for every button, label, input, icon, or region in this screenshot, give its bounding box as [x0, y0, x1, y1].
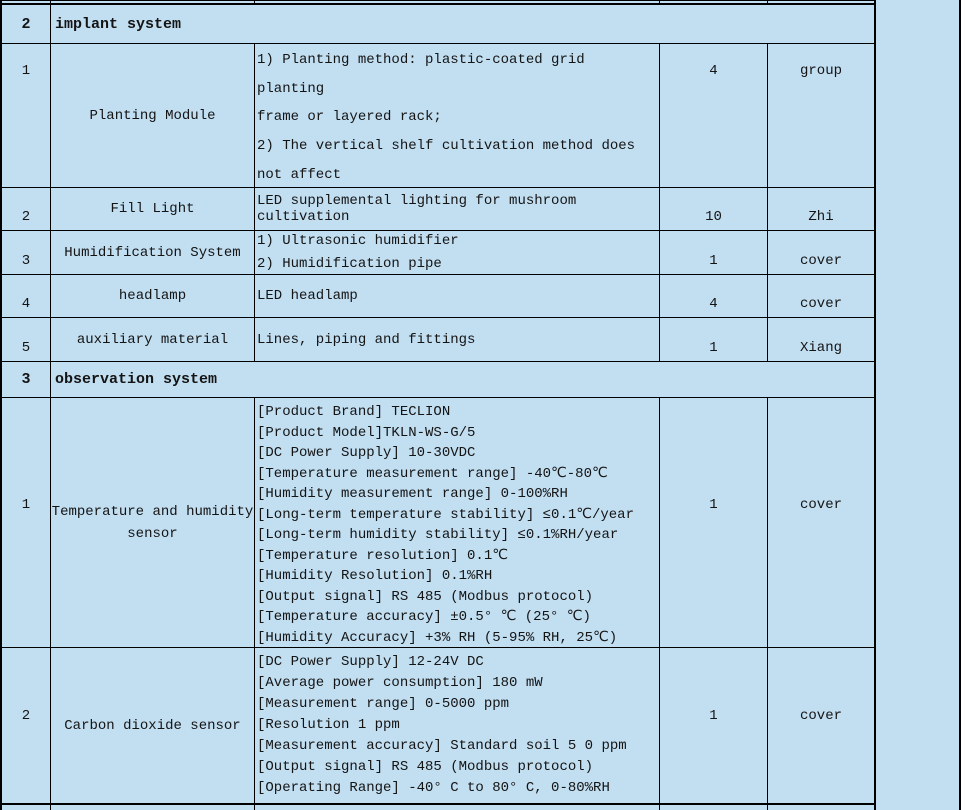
table-row	[2, 398, 874, 648]
cell-no[interactable]	[2, 44, 51, 187]
row-number: 2	[21, 209, 31, 225]
cell-desc[interactable]	[255, 231, 660, 274]
cell-no[interactable]	[2, 275, 51, 317]
row-number: 2	[21, 707, 31, 724]
cell-unit[interactable]	[768, 44, 874, 187]
cell-desc[interactable]	[255, 275, 660, 317]
cell-desc[interactable]	[255, 398, 660, 647]
table-row	[2, 231, 874, 275]
quantity: 1	[709, 252, 718, 269]
cell-qty[interactable]	[660, 318, 768, 361]
table-row-cutoff-bottom	[2, 805, 874, 810]
table-row	[2, 648, 874, 805]
section-number: 2	[21, 15, 31, 33]
cell-unit[interactable]	[768, 648, 874, 803]
row-number: 4	[21, 296, 31, 312]
item-name: auxiliary material	[76, 331, 229, 348]
section-title-cell[interactable]	[51, 5, 874, 43]
cell-unit[interactable]	[768, 188, 874, 230]
quantity: 4	[709, 296, 718, 312]
item-name: Planting Module	[89, 107, 216, 124]
cell-name[interactable]	[51, 275, 255, 317]
quantity: 4	[709, 63, 718, 79]
item-name: headlamp	[118, 288, 187, 304]
cell-name[interactable]	[51, 398, 255, 647]
cell-name[interactable]	[51, 648, 255, 803]
quantity: 1	[709, 496, 718, 513]
cell-name[interactable]	[51, 231, 255, 274]
desc-line: [Humidity Accuracy] +3% RH (5-95% RH, 25℃)	[257, 629, 618, 646]
cell-name[interactable]	[51, 318, 255, 361]
cell-name[interactable]	[51, 44, 255, 187]
desc-line: 2) The vertical shelf cultivation method does not affect	[257, 138, 636, 183]
cell-unit[interactable]	[768, 275, 874, 317]
quantity: 10	[705, 209, 722, 225]
section-number-cell[interactable]	[2, 362, 51, 397]
unit: Xiang	[799, 339, 842, 356]
section-number-cell[interactable]	[2, 5, 51, 43]
section-title: implant system	[55, 15, 182, 33]
item-name: Carbon dioxide sensor	[64, 717, 241, 734]
table-row	[2, 44, 874, 188]
unit: Zhi	[808, 209, 834, 225]
desc-line: [Product Brand] TECLION	[257, 404, 451, 420]
row-number: 3	[21, 252, 31, 269]
unit: cover	[799, 252, 842, 269]
quantity: 1	[709, 339, 718, 356]
cell-qty[interactable]	[660, 44, 768, 187]
cell-name[interactable]	[51, 805, 255, 810]
desc-line: LED supplemental lighting for mushroom cultivation	[257, 193, 577, 225]
cell-desc[interactable]	[255, 318, 660, 361]
section-row-implant-system	[2, 5, 874, 44]
cell-desc[interactable]	[255, 1, 660, 3]
item-name: Humidification System	[64, 244, 241, 261]
quantity: 1	[709, 707, 718, 724]
cell-unit[interactable]	[768, 318, 874, 361]
item-name: Temperature and humidity	[51, 503, 254, 520]
cell-no[interactable]	[2, 318, 51, 361]
desc-line: 1) Planting method: plastic-coated grid planting	[257, 52, 585, 97]
section-number: 3	[21, 371, 31, 388]
row-number: 5	[21, 339, 31, 356]
desc-line: [Measurement range] 0-5000 ppm	[257, 696, 510, 712]
cell-name[interactable]	[51, 188, 255, 230]
unit: group	[799, 63, 842, 79]
desc-line: [Measurement accuracy] Standard soil 5 0 ppm	[257, 738, 627, 754]
cell-name[interactable]	[51, 1, 255, 3]
desc-line: [Long-term humidity stability] ≤0.1%RH/year	[257, 527, 619, 543]
table-row	[2, 318, 874, 362]
section-row-observation-system	[2, 362, 874, 398]
cell-qty[interactable]	[660, 805, 768, 810]
cell-qty[interactable]	[660, 398, 768, 647]
desc-line: [Humidity measurement range] 0-100%RH	[257, 486, 568, 502]
cell-no[interactable]	[2, 188, 51, 230]
table-row	[2, 275, 874, 318]
cell-qty[interactable]	[660, 275, 768, 317]
cell-unit[interactable]	[768, 398, 874, 647]
cell-qty[interactable]	[660, 1, 768, 3]
desc-line: [Humidity Resolution] 0.1%RH	[257, 568, 493, 584]
item-name: sensor	[127, 525, 178, 542]
desc-line: [Resolution 1 ppm	[257, 717, 400, 733]
desc-line: [Output signal] RS 485 (Modbus protocol)	[257, 759, 594, 775]
desc-line: [Operating Range] -40° C to 80° C, 0-80%RH	[257, 780, 610, 796]
unit: cover	[799, 707, 842, 724]
cell-unit[interactable]	[768, 231, 874, 274]
cell-desc[interactable]	[255, 188, 660, 230]
desc-line: 1) Ultrasonic humidifier	[257, 232, 459, 249]
desc-line: [Long-term temperature stability] ≤0.1℃/year	[257, 506, 634, 523]
cell-no[interactable]	[2, 805, 51, 810]
unit: cover	[799, 296, 842, 312]
cell-unit[interactable]	[768, 1, 874, 3]
desc-line: [DC Power Supply] 10-30VDC	[257, 445, 476, 461]
desc-line: 2) Humidification pipe	[257, 255, 442, 272]
desc-line: [Product Model]TKLN-WS-G/5	[257, 424, 476, 441]
cell-qty[interactable]	[660, 231, 768, 274]
cell-qty[interactable]	[660, 648, 768, 803]
cell-no[interactable]	[2, 398, 51, 647]
cell-no[interactable]	[2, 648, 51, 803]
cell-no[interactable]	[2, 231, 51, 274]
cell-desc[interactable]	[255, 44, 660, 187]
unit: cover	[799, 496, 842, 513]
desc-line: Lines, piping and fittings	[257, 331, 476, 348]
desc-line: [Average power consumption] 180 mW	[257, 675, 543, 691]
cell-no[interactable]	[2, 1, 51, 3]
row-number: 1	[21, 496, 31, 513]
cell-desc[interactable]	[255, 648, 660, 803]
desc-line: LED headlamp	[257, 288, 358, 304]
cell-desc[interactable]	[255, 805, 660, 810]
desc-line: [Output signal] RS 485 (Modbus protocol)	[257, 588, 594, 605]
desc-line: [Temperature accuracy] ±0.5° ℃ (25° ℃)	[257, 609, 591, 625]
item-name: Fill Light	[110, 201, 195, 217]
desc-line: frame or layered rack;	[257, 109, 442, 126]
desc-line: [DC Power Supply] 12-24V DC	[257, 654, 484, 670]
section-title-cell[interactable]	[51, 362, 874, 397]
desc-line: [Temperature resolution] 0.1℃	[257, 547, 508, 564]
cell-qty[interactable]	[660, 188, 768, 230]
table-row	[2, 188, 874, 231]
desc-line: [Temperature measurement range] -40℃-80℃	[257, 465, 608, 482]
row-number: 1	[21, 63, 31, 79]
cell-unit[interactable]	[768, 805, 874, 810]
section-title: observation system	[55, 371, 218, 388]
page-margin	[961, 0, 965, 810]
